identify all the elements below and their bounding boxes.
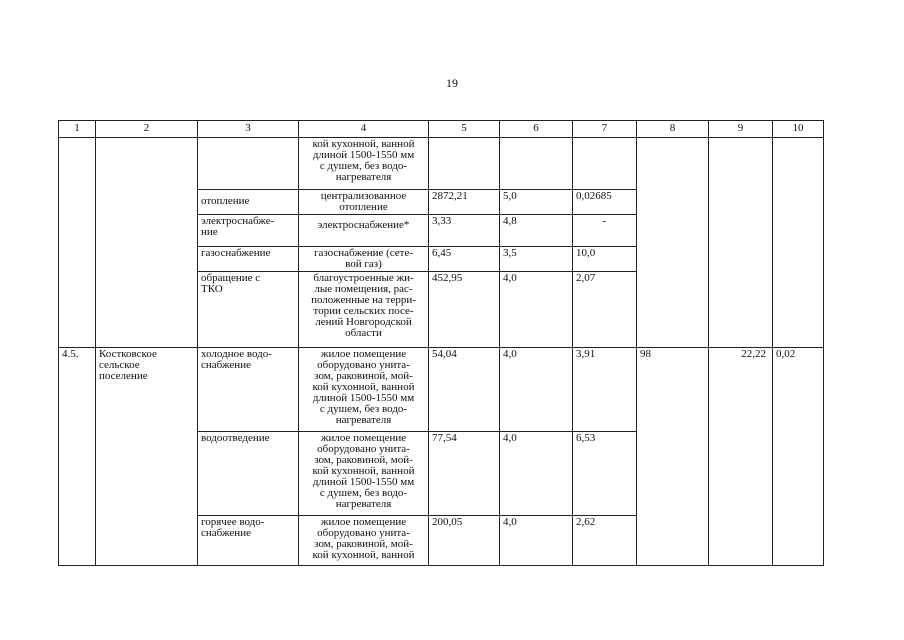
cell-empty bbox=[429, 138, 500, 190]
header-cell-3: 3 bbox=[198, 121, 299, 138]
cell-utility: водоотведение bbox=[198, 432, 299, 516]
cell-col6: 3,5 bbox=[500, 247, 573, 272]
cell-col7: 6,53 bbox=[573, 432, 637, 516]
page-number: 19 bbox=[446, 76, 458, 90]
table-row bbox=[59, 138, 824, 190]
header-cell-9: 9 bbox=[709, 121, 773, 138]
header-cell-7: 7 bbox=[573, 121, 637, 138]
header-cell-8: 8 bbox=[637, 121, 709, 138]
cell-utility: электроснабже- ние bbox=[198, 215, 299, 247]
cell-col5: 452,95 bbox=[429, 272, 500, 348]
header-cell-2: 2 bbox=[96, 121, 198, 138]
cell-col7: 0,02685 bbox=[573, 190, 637, 215]
cell-utility: обращение с ТКО bbox=[198, 272, 299, 348]
cell-equipment: газоснабжение (сете- вой газ) bbox=[299, 247, 429, 272]
cell-col8: 98 bbox=[637, 348, 709, 566]
cell-col10: 0,02 bbox=[773, 348, 824, 566]
cell-col7: 2,07 bbox=[573, 272, 637, 348]
cell-empty bbox=[96, 138, 198, 348]
cell-utility: холодное водо- снабжение bbox=[198, 348, 299, 432]
header-cell-10: 10 bbox=[773, 121, 824, 138]
cell-col5: 3,33 bbox=[429, 215, 500, 247]
cell-col9: 22,22 bbox=[709, 348, 773, 566]
cell-col6: 5,0 bbox=[500, 190, 573, 215]
cell-empty bbox=[709, 138, 773, 348]
cell-empty bbox=[59, 138, 96, 348]
header-cell-6: 6 bbox=[500, 121, 573, 138]
header-row bbox=[59, 121, 824, 138]
header-cell-1: 1 bbox=[59, 121, 96, 138]
header-cell-5: 5 bbox=[429, 121, 500, 138]
cell-empty bbox=[773, 138, 824, 348]
cell-col6: 4,0 bbox=[500, 348, 573, 432]
cell-utility: горячее водо- снабжение bbox=[198, 516, 299, 566]
cell-equipment: кой кухонной, ванной длиной 1500-1550 мм с душем, без водо- нагревателя bbox=[299, 138, 429, 190]
cell-col6: 4,0 bbox=[500, 272, 573, 348]
header-cell-4: 4 bbox=[299, 121, 429, 138]
cell-col5: 2872,21 bbox=[429, 190, 500, 215]
cell-col6: 4,8 bbox=[500, 215, 573, 247]
cell-col7: - bbox=[573, 215, 637, 247]
cell-equipment: благоустроенные жи- лые помещения, рас- положенные на терри- тории сельских посе- лений Новгородской области bbox=[299, 272, 429, 348]
cell-equipment: жилое помещение оборудовано унита- зом, раковиной, мой- кой кухонной, ванной длиной 1500-1550 мм с душем, без водо- нагревателя bbox=[299, 432, 429, 516]
cell-equipment: жилое помещение оборудовано унита- зом, раковиной, мой- кой кухонной, ванной bbox=[299, 516, 429, 566]
cell-equipment: жилое помещение оборудовано унита- зом, раковиной, мой- кой кухонной, ванной длиной 1500-1550 мм с душем, без водо- нагревателя bbox=[299, 348, 429, 432]
cell-col5: 77,54 bbox=[429, 432, 500, 516]
cell-col5: 54,04 bbox=[429, 348, 500, 432]
cell-empty bbox=[573, 138, 637, 190]
cell-empty bbox=[198, 138, 299, 190]
cell-utility: газоснабжение bbox=[198, 247, 299, 272]
cell-col5: 6,45 bbox=[429, 247, 500, 272]
cell-empty bbox=[637, 138, 709, 348]
cell-equipment: централизованное отопление bbox=[299, 190, 429, 215]
cell-utility: отопление bbox=[198, 190, 299, 215]
cell-settlement: Костковское сельское поселение bbox=[96, 348, 198, 566]
table-row bbox=[59, 348, 824, 432]
cell-col7: 10,0 bbox=[573, 247, 637, 272]
tariff-table bbox=[58, 120, 824, 566]
cell-col5: 200,05 bbox=[429, 516, 500, 566]
cell-col6: 4,0 bbox=[500, 432, 573, 516]
cell-number: 4.5. bbox=[59, 348, 96, 566]
cell-col7: 2,62 bbox=[573, 516, 637, 566]
cell-empty bbox=[500, 138, 573, 190]
cell-col7: 3,91 bbox=[573, 348, 637, 432]
cell-col6: 4,0 bbox=[500, 516, 573, 566]
cell-equipment: электроснабжение* bbox=[299, 215, 429, 247]
